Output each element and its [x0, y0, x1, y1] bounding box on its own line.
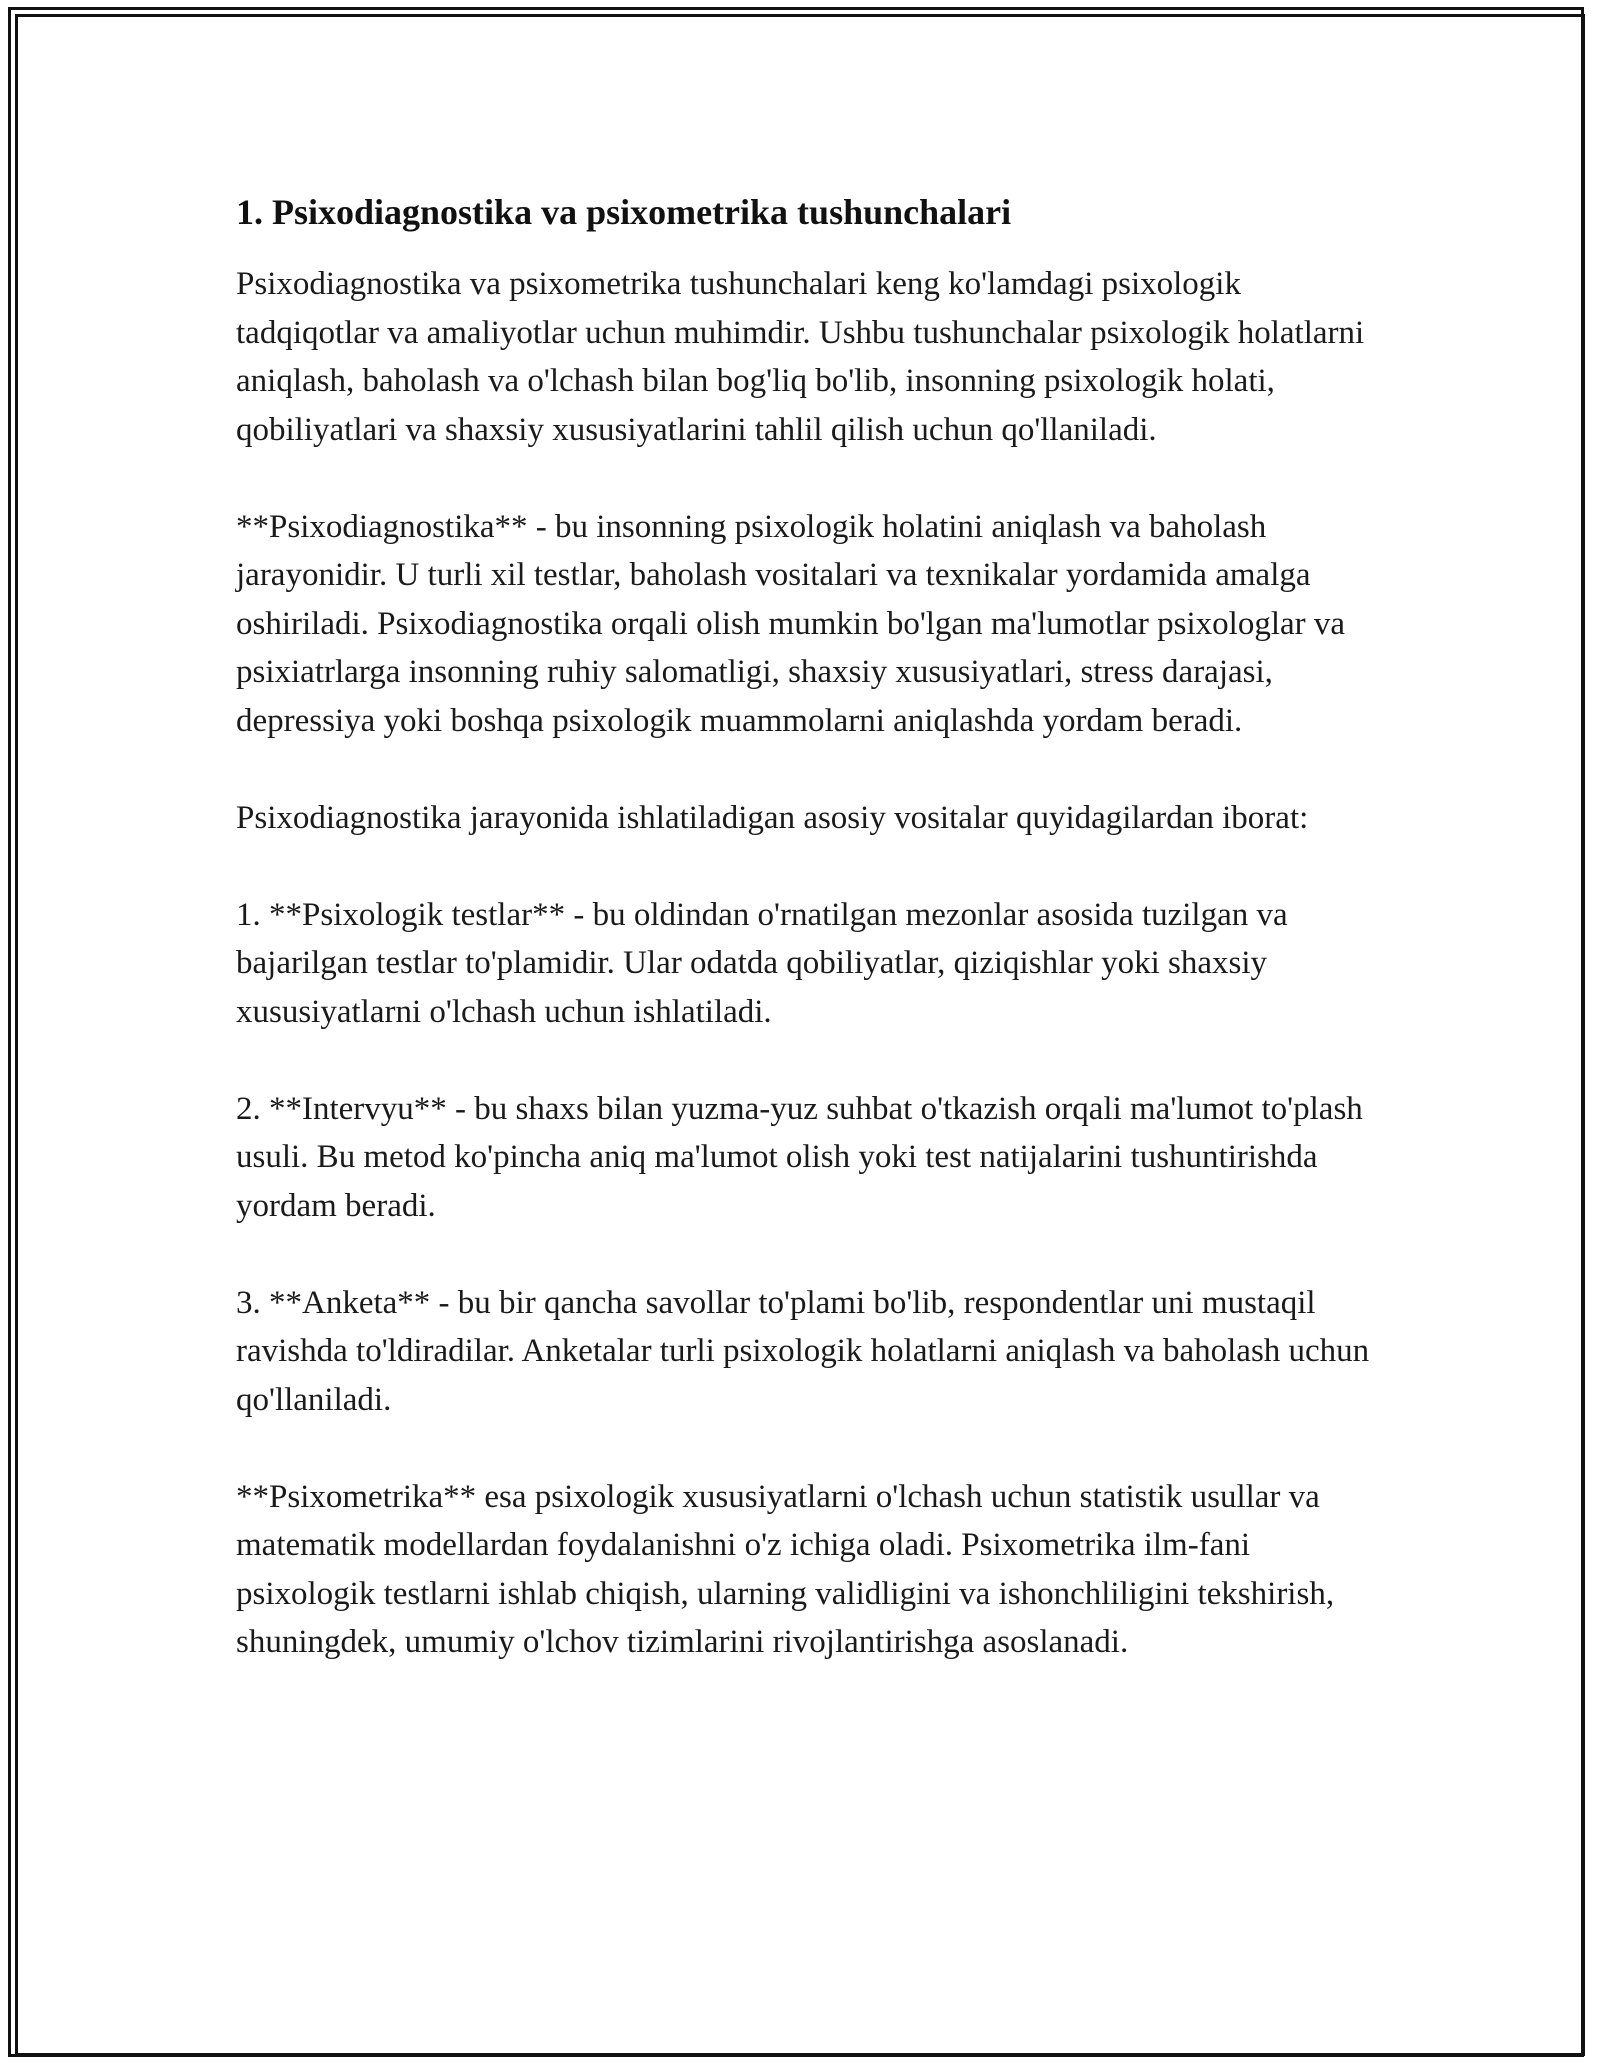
list-item-psixologik-testlar: 1. **Psixologik testlar** - bu oldindan o'rnatilgan mezonlar asosida tuzilgan va bajarilgan testlar to'plamidir. Ular odatda qobiliyatlar, qiziqishlar yoki shaxsiy xususiyatlarni o'lchash uchun ishlatiladi.: [236, 896, 1288, 1030]
paragraph-intro: Psixodiagnostika va psixometrika tushunchalari keng ko'lamdagi psixologik tadqiqotlar va amaliyotlar uchun muhimdir. Ushbu tushunchalar psixologik holatlarni aniqlash, baholash va o'lchash bilan bog'liq bo'lib, insonning psixologik holati, qobiliyatlari va shaxsiy xususiyatlarini tahlil qilish uchun qo'llaniladi.: [236, 266, 1365, 448]
document-body: [236, 186, 1376, 1667]
paragraph-tools-intro: Psixodiagnostika jarayonida ishlatiladigan asosiy vositalar quyidagilardan iborat:: [236, 799, 1309, 836]
paragraph-psixodiagnostika: **Psixodiagnostika** - bu insonning psixologik holatini aniqlash va baholash jarayonidir. U turli xil testlar, baholash vositalari va texnikalar yordamida amalga oshiriladi. Psixodiagnostika orqali olish mumkin bo'lgan ma'lumotlar psixologlar va psixiatrlarga insonning ruhiy salomatligi, shaxsiy xususiyatlari, stress darajasi, depressiya yoki boshqa psixologik muammolarni aniqlashda yordam beradi.: [236, 508, 1346, 739]
paragraph-psixometrika: **Psixometrika** esa psixologik xususiyatlarni o'lchash uchun statistik usullar va matematik modellardan foydalanishni o'z ichiga oladi. Psixometrika ilm-fani psixologik testlarni ishlab chiqish, ularning validligini va ishonchliligini tekshirish, shuningdek, umumiy o'lchov tizimlarini rivojlantirishga asoslanadi.: [236, 1478, 1335, 1660]
section-heading: 1. Psixodiagnostika va psixometrika tushunchalari: [236, 192, 1012, 232]
list-item-anketa: 3. **Anketa** - bu bir qancha savollar to'plami bo'lib, respondentlar uni mustaqil ravishda to'ldiradilar. Anketalar turli psixologik holatlarni aniqlash va baholash uchun qo'llaniladi.: [236, 1284, 1370, 1418]
list-item-intervyu: 2. **Intervyu** - bu shaxs bilan yuzma-yuz suhbat o'tkazish orqali ma'lumot to'plash usuli. Bu metod ko'pincha aniq ma'lumot olish yoki test natijalarini tushuntirishda yordam beradi.: [236, 1090, 1363, 1224]
